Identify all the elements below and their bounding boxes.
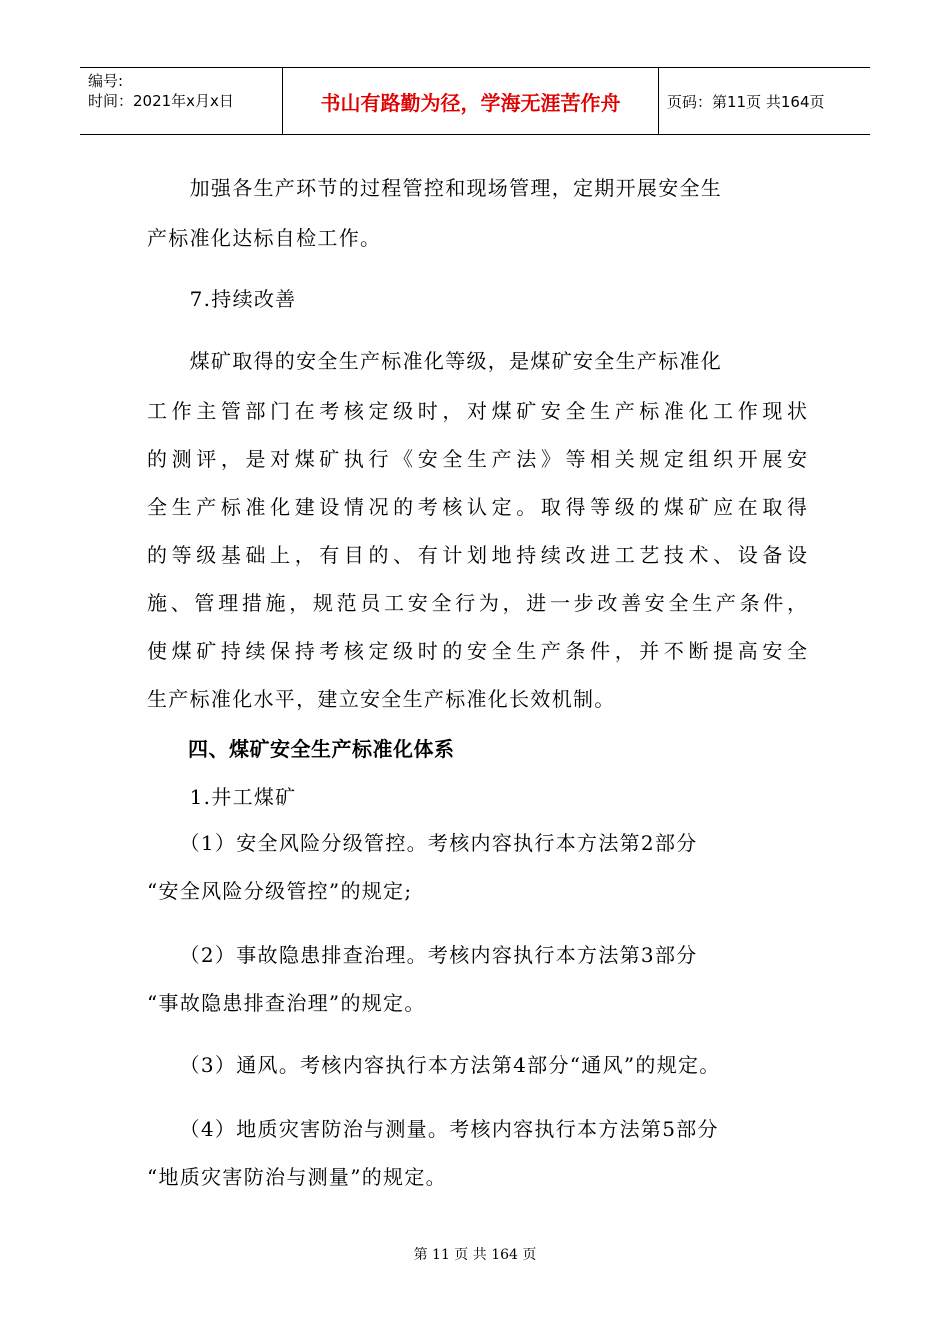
page-header — [80, 67, 870, 135]
body-line: 工作主管部门在考核定级时，对煤矿安全生产标准化工作现状 — [147, 399, 807, 423]
header-info-cell — [80, 68, 283, 134]
list-item-1-cont: “安全风险分级管控”的规定; — [147, 879, 413, 903]
body-line: 产标准化达标自检工作。 — [147, 226, 382, 250]
body-line: 全生产标准化建设情况的考核认定。取得等级的煤矿应在取得 — [147, 495, 807, 519]
header-motto-cell — [283, 68, 659, 134]
list-item-2-cont: “事故隐患排查治理”的规定。 — [147, 991, 426, 1015]
body-line: 煤矿取得的安全生产标准化等级，是煤矿安全生产标准化 — [147, 349, 723, 373]
page-footer: 第 11 页 共 164 页 — [413, 1247, 537, 1263]
body-line: 使煤矿持续保持考核定级时的安全生产条件，并不断提高安全 — [147, 639, 807, 663]
list-item-3: （3）通风。考核内容执行本方法第4部分“通风”的规定。 — [147, 1053, 721, 1077]
list-item-2: （2）事故隐患排查治理。考核内容执行本方法第3部分 — [147, 943, 698, 967]
subsection-heading: 1.井工煤矿 — [147, 785, 297, 809]
list-item-4: （4）地质灾害防治与测量。考核内容执行本方法第5部分 — [147, 1117, 719, 1141]
body-line: 生产标准化水平，建立安全生产标准化长效机制。 — [147, 687, 616, 711]
header-motto: 书山有路勤为径，学海无涯苦作舟 — [320, 91, 621, 115]
body-line: 的等级基础上，有目的、有计划地持续改进工艺技术、设备设 — [147, 543, 807, 567]
document-number-label: 编号: — [88, 72, 124, 90]
section-heading-7: 7.持续改善 — [147, 287, 297, 311]
list-item-4-cont: “地质灾害防治与测量”的规定。 — [147, 1165, 447, 1189]
body-line: 加强各生产环节的过程管控和现场管理，定期开展安全生 — [147, 176, 723, 200]
body-line: 的测评，是对煤矿执行《安全生产法》等相关规定组织开展安 — [147, 447, 807, 471]
chapter-heading: 四、煤矿安全生产标准化体系 — [147, 737, 455, 761]
header-page-number: 页码：第11页 共164页 — [667, 93, 825, 111]
header-page-cell — [659, 68, 870, 134]
body-line: 施、管理措施，规范员工安全行为，进一步改善安全生产条件， — [147, 591, 807, 615]
list-item-1: （1）安全风险分级管控。考核内容执行本方法第2部分 — [147, 831, 698, 855]
document-time-label: 时间：2021年x月x日 — [88, 92, 234, 110]
